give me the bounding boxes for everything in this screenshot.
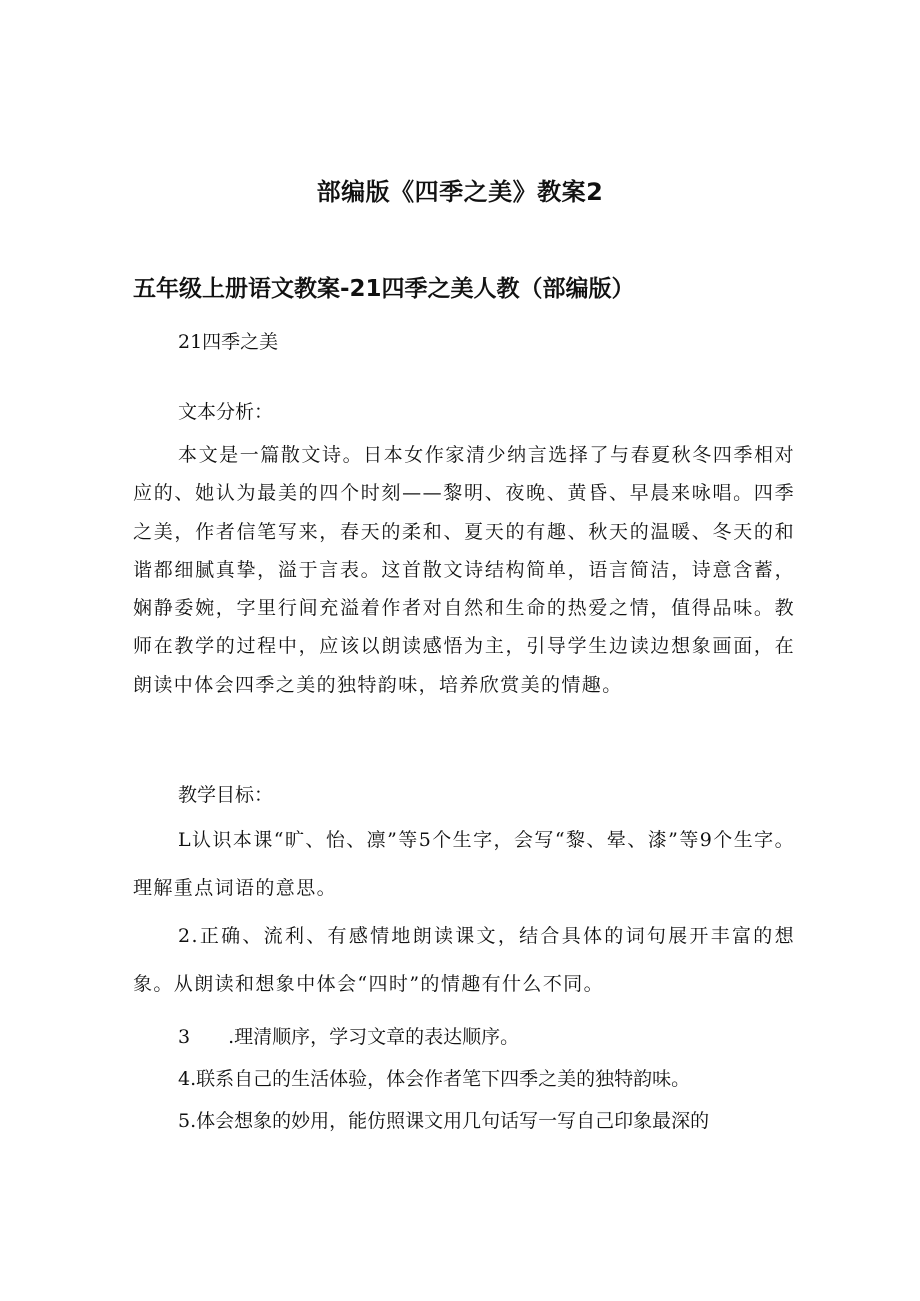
analysis-paragraph: 本文是一篇散文诗。日本女作家清少纳言选择了与春夏秋冬四季相对应的、她认为最美的四个时刻——黎明、夜晚、黄昏、早晨来咏唱。四季之美，作者信笔写来，春天的柔和、夏天的有趣、秋天的温暖、冬天的和谐都细腻真挚，溢于言表。这首散文诗结构简单，语言简洁，诗意含蓄，娴静委婉，字里行间充溢着作者对自然和生命的热爱之情，值得品味。教师在教学的过程中，应该以朗读感悟为主，引导学生边读边想象画面，在朗读中体会四季之美的独特韵味，培养欣赏美的情趣。 xyxy=(133,444,795,696)
analysis-heading: 文本分析： xyxy=(178,401,274,423)
goal-item-3: 3 .理清顺序，学习文章的表达顺序。 xyxy=(178,1026,520,1048)
document-title: 部编版《四季之美》教案2 xyxy=(316,178,604,206)
goal-item-5: 5.体会想象的妙用，能仿照课文用几句话写一写自己印象最深的 xyxy=(178,1110,710,1132)
goal-item-2: 2.正确、流利、有感情地朗读课文，结合具体的词句展开丰富的想象。从朗读和想象中体会“四时”的情趣有什么不同。 xyxy=(133,925,795,995)
goal-item-1: L认识本课“旷、怡、凛”等5个生字，会写“黎、晕、漆”等9个生字。理解重点词语的意思。 xyxy=(133,829,795,899)
lesson-heading: 21四季之美 xyxy=(178,331,279,353)
document-subtitle: 五年级上册语文教案-21四季之美人教（部编版） xyxy=(133,276,635,302)
goals-heading: 教学目标： xyxy=(178,784,274,806)
goal-item-4: 4.联系自己的生活体验，体会作者笔下四季之美的独特韵味。 xyxy=(178,1068,691,1090)
